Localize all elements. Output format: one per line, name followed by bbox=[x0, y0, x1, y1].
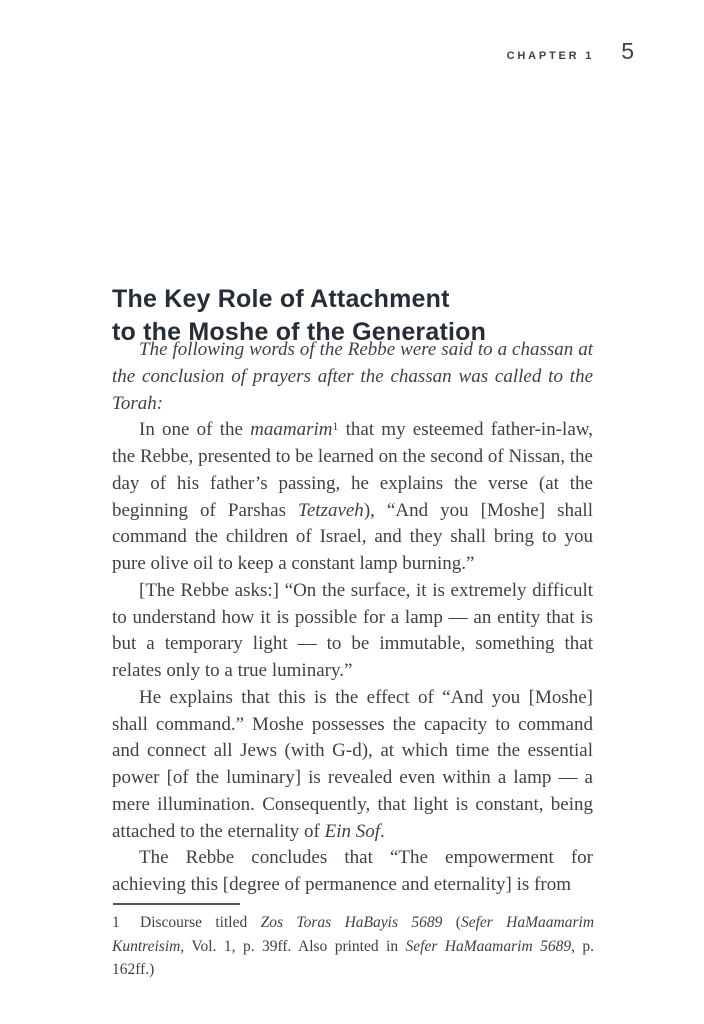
footnote-marker: 1 bbox=[112, 914, 120, 931]
intro-paragraph: The following words of the Rebbe were said to a chassan at the conclusion of prayers after the chassan was called to the Torah: bbox=[112, 339, 593, 414]
chapter-title-line-1: The Key Role of Attachment bbox=[112, 284, 450, 313]
footnote-text: Discourse titled Zos Toras HaBayis 5689 (Sefer HaMaamarim Kuntreisim, Vol. 1, p. 39ff. Also printed in Sefer HaMaamarim 5689, p. 162ff.) bbox=[112, 914, 595, 978]
footnote-separator bbox=[113, 903, 240, 905]
chapter-label: CHAPTER 1 bbox=[506, 50, 595, 62]
body-text bbox=[112, 337, 593, 899]
paragraph: [The Rebbe asks:] “On the surface, it is extremely difficult to understand how it is possible for a lamp — an entity that is but a temporary light — to be immutable, something that relates only to a true luminary.” bbox=[112, 579, 593, 681]
page-number: 5 bbox=[621, 38, 634, 64]
running-header bbox=[507, 38, 634, 65]
footnote bbox=[112, 911, 594, 982]
paragraph: He explains that this is the effect of “And you [Moshe] shall command.” Moshe possesses the capacity to command and connect all Jews (with G-d), at which time the essential power [of the luminary] is revealed even within a lamp — a mere illumination. Consequently, that light is constant, being attached to the eternality of Ein Sof. bbox=[112, 686, 593, 842]
paragraph: The Rebbe concludes that “The empowerment for achieving this [degree of permanence and eternality] is from bbox=[112, 847, 593, 895]
paragraph: In one of the maamarim$^1$ that my esteemed father-in-law, the Rebbe, presented to be learned on the second of Nissan, the day of his father’s passing, he explains the verse (at the beginning of Parshas Tetzaveh), “And you [Moshe] shall command the children of Israel, and they shall bring to you pure olive oil to keep a constant lamp burning.” bbox=[112, 419, 593, 574]
chapter-title-line-2: to the Moshe of the Generation bbox=[112, 317, 487, 346]
